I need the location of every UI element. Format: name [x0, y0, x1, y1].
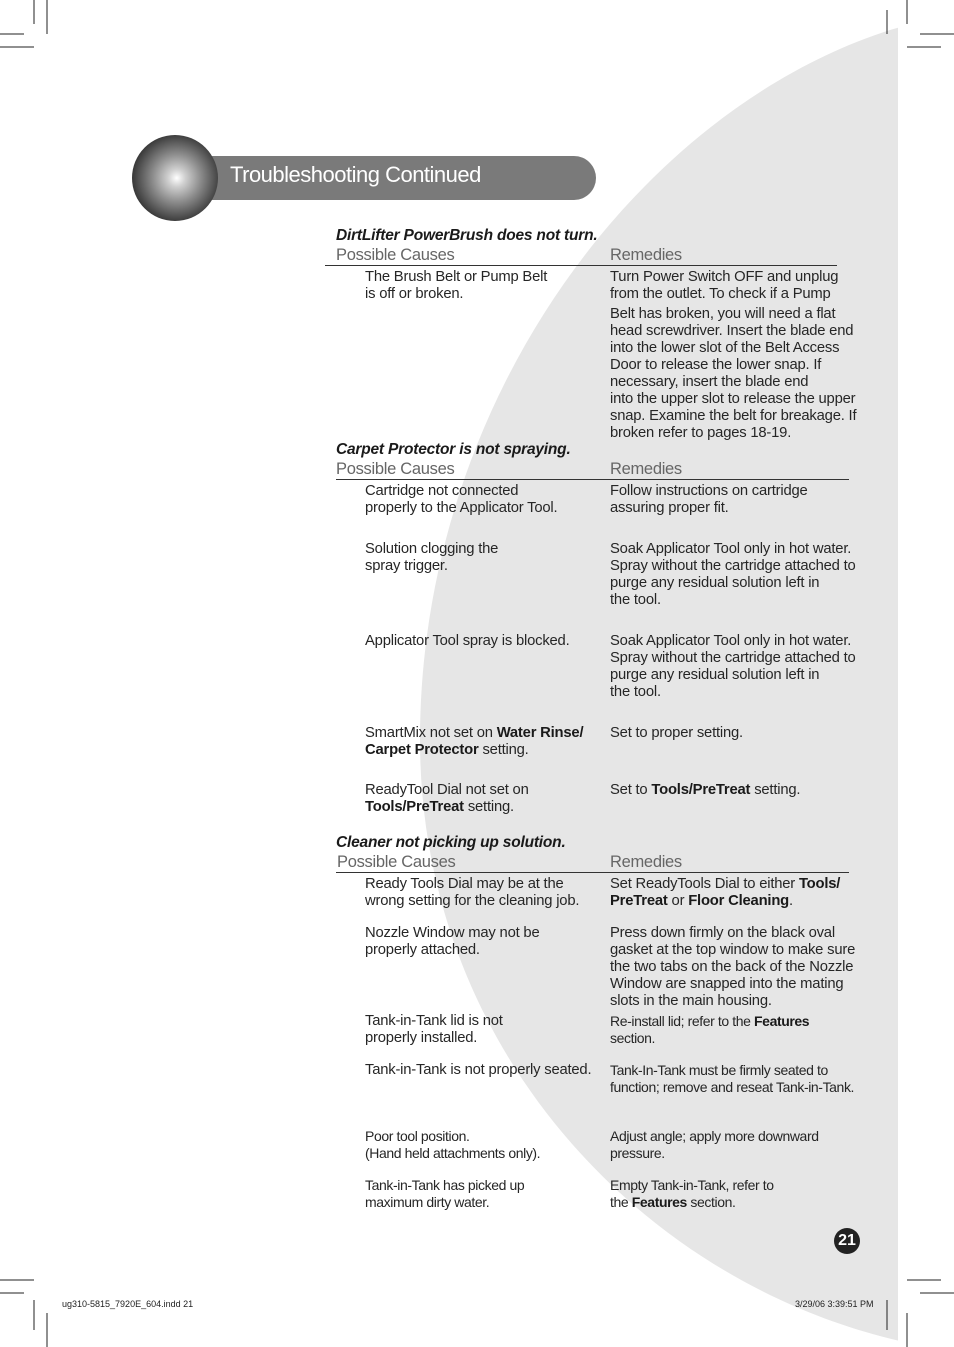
cause-cell: Tank-in-Tank lid is not properly installed. [365, 1013, 503, 1046]
cause-cell: Tank-in-Tank is not properly seated. [365, 1062, 592, 1078]
page-title: Troubleshooting Continued [230, 162, 481, 187]
remedy-cell: Empty Tank-in-Tank, refer to the Features section. [610, 1177, 774, 1210]
remedy-cell: Set to Tools/PreTreat setting. [610, 782, 801, 798]
cause-cell: ReadyTool Dial not set on Tools/PreTreat setting. [365, 782, 529, 815]
divider [325, 265, 837, 266]
remedy-cell: Tank-In-Tank must be firmly seated to function; remove and reseat Tank-in-Tank. [610, 1062, 855, 1095]
cause-cell: Cartridge not connected properly to the Applicator Tool. [365, 483, 558, 516]
remedy-cell: Soak Applicator Tool only in hot water. Spray without the cartridge attached to purge any residual solution left in the tool. [610, 541, 856, 608]
column-header-causes: Possible Causes [336, 460, 455, 478]
remedy-cell: Press down firmly on the black oval gasket at the top window to make sure the two tabs on the back of the Nozzle Window are snapped into the mating slots in the main housing. [610, 925, 856, 1009]
remedy-cell: Adjust angle; apply more downward pressure. [610, 1128, 819, 1161]
remedy-cell: Turn Power Switch OFF and unplug from the outlet. To check if a Pump Belt has broken, you will need a flat head screwdriver. Insert the blade end into the lower slot of the Belt Access Door to release the lower snap. If necessary, insert the blade end into the upper slot to release the upper snap. Examine the belt for breakage. If broken refer to pages 18-19. [610, 269, 857, 441]
cause-cell: Ready Tools Dial may be at the wrong setting for the cleaning job. [365, 876, 580, 909]
cause-cell: Applicator Tool spray is blocked. [365, 633, 570, 649]
cause-cell: Solution clogging the spray trigger. [365, 541, 499, 574]
section-title: Cleaner not picking up solution. [336, 834, 566, 851]
cause-cell: Poor tool position. (Hand held attachments only). [365, 1128, 541, 1161]
section-title: Carpet Protector is not spraying. [336, 441, 571, 458]
column-header-remedies: Remedies [610, 246, 682, 264]
column-header-remedies: Remedies [610, 460, 682, 478]
footer-filename: ug310-5815_7920E_604.indd 21 [62, 1299, 194, 1309]
divider [336, 872, 849, 873]
cause-cell: SmartMix not set on Water Rinse/ Carpet Protector setting. [365, 725, 584, 758]
divider [336, 479, 849, 480]
remedy-cell: Set to proper setting. [610, 725, 743, 741]
column-header-causes: Possible Causes [336, 246, 455, 264]
sphere-icon [132, 135, 218, 221]
column-header-causes: Possible Causes [337, 853, 456, 871]
remedy-cell: Set ReadyTools Dial to either Tools/ PreTreat or Floor Cleaning. [610, 876, 841, 909]
cause-cell: Nozzle Window may not be properly attached. [365, 925, 540, 958]
page-number: 21 [834, 1228, 860, 1254]
right-margin [898, 0, 954, 1347]
remedy-cell: Re-install lid; refer to the Features section. [610, 1013, 810, 1046]
cause-cell: The Brush Belt or Pump Belt is off or broken. [365, 269, 548, 302]
section-title: DirtLifter PowerBrush does not turn. [336, 227, 598, 244]
column-header-remedies: Remedies [610, 853, 682, 871]
remedy-cell: Soak Applicator Tool only in hot water. Spray without the cartridge attached to purge any residual solution left in the tool. [610, 633, 856, 700]
cause-cell: Tank-in-Tank has picked up maximum dirty water. [365, 1177, 525, 1210]
footer-timestamp: 3/29/06 3:39:51 PM [795, 1299, 874, 1309]
remedy-cell: Follow instructions on cartridge assuring proper fit. [610, 483, 808, 516]
